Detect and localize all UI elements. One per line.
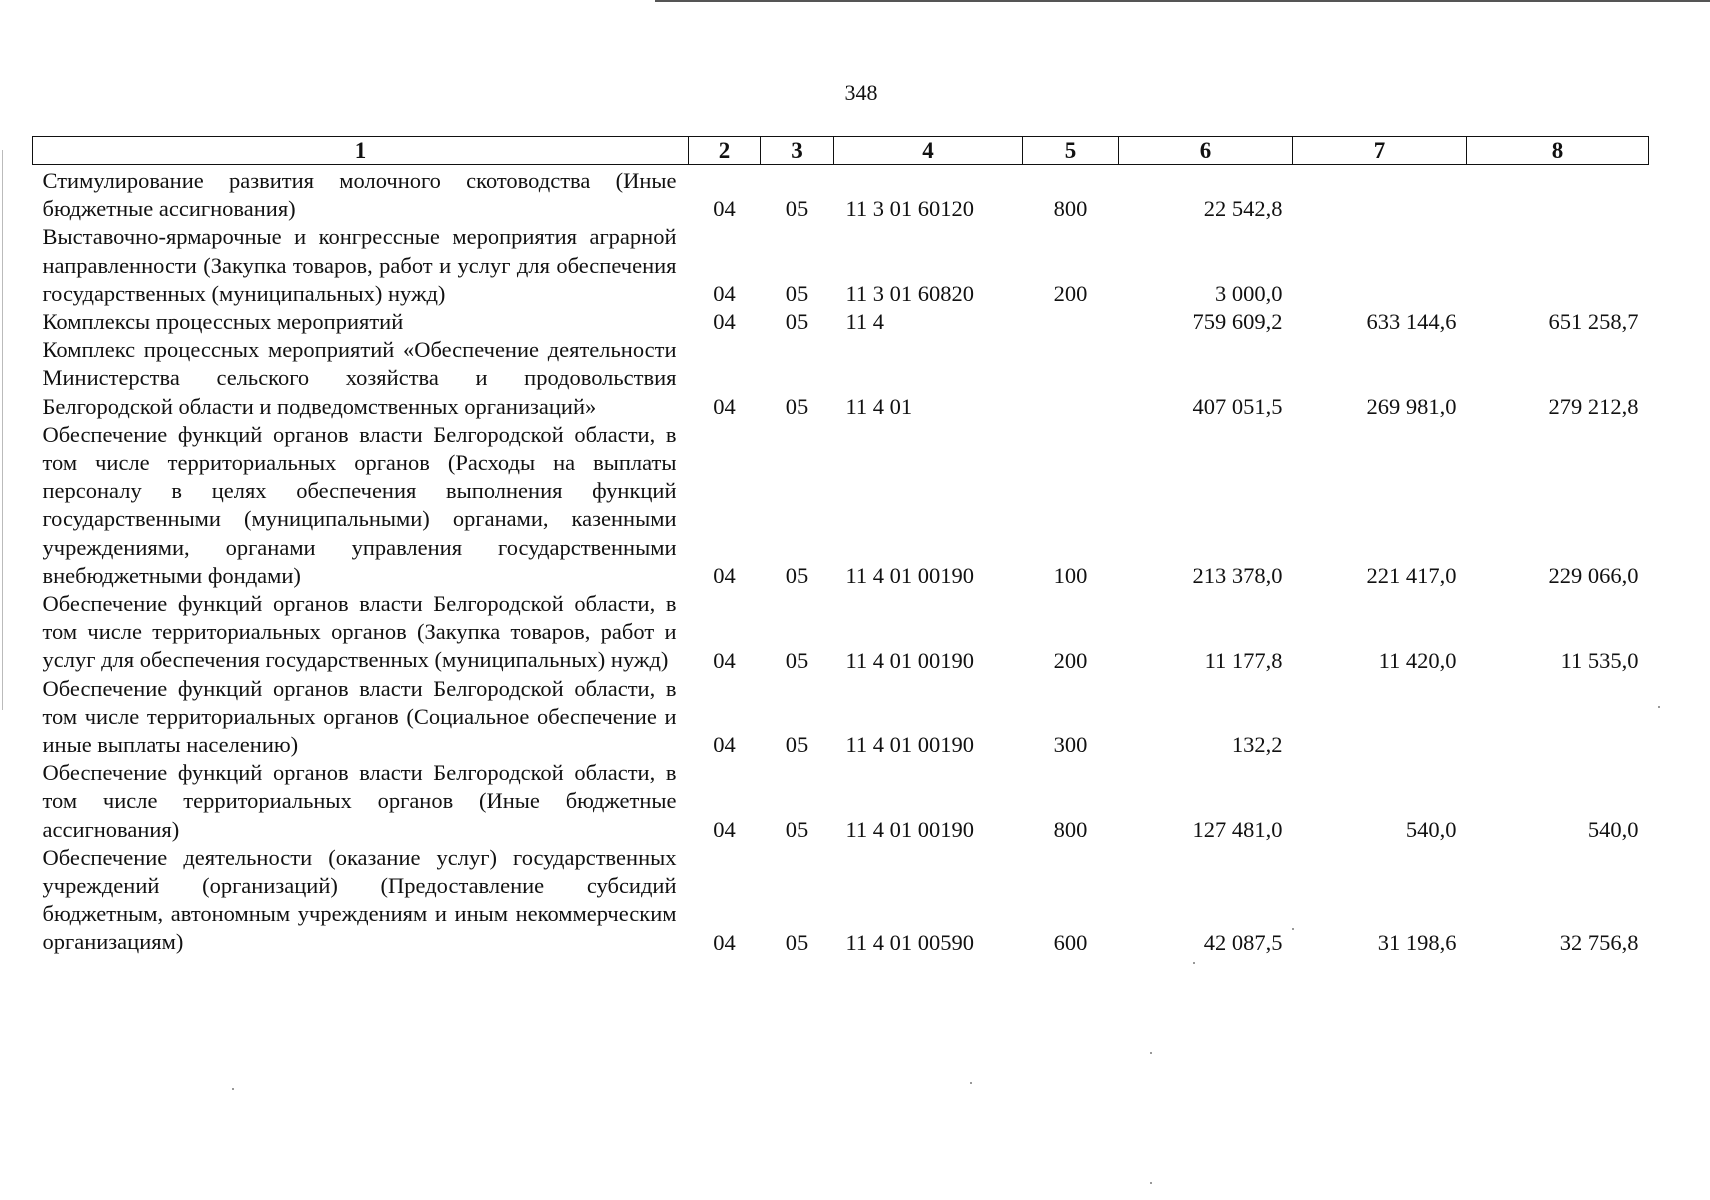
row-amount-3 [1467,165,1649,224]
row-target-article: 11 4 01 00190 [845,563,975,589]
row-name: Комплексы процессных мероприятий [42,309,404,335]
table-row [33,844,1649,957]
scan-speck [232,1088,234,1090]
row-amount-2 [1293,165,1467,224]
table-row [33,590,1649,675]
row-section: 04 [713,563,736,589]
row-amount-2: 221 417,0 [1366,563,1457,589]
row-name: Стимулирование развития молочного скотоводства (Иные бюджетные ассигнования) [42,168,677,222]
row-amount-1: 11 177,8 [1204,647,1283,673]
header-row [33,137,1649,165]
row-section: 04 [713,647,736,673]
row-target-article: 11 4 01 00190 [845,816,975,842]
row-section: 04 [713,732,736,758]
row-amount-1: 22 542,8 [1203,196,1283,222]
table-row [33,223,1649,308]
row-target-article: 11 4 01 [845,393,913,419]
row-expense-type [1023,336,1119,421]
row-expense-type: 800 [1053,816,1088,842]
row-amount-3: 11 535,0 [1560,647,1639,673]
row-amount-2: 11 420,0 [1378,647,1457,673]
scan-edge-mark [2,150,3,710]
top-edge-rule [655,0,1710,2]
row-amount-1: 407 051,5 [1192,393,1283,419]
row-section: 04 [713,309,736,335]
scan-speck [1150,1182,1152,1184]
column-header-6: 6 [1119,137,1293,165]
row-amount-3: 651 258,7 [1548,309,1639,335]
row-section: 04 [713,281,736,307]
row-section: 04 [713,393,736,419]
row-amount-1: 3 000,0 [1215,281,1283,307]
row-target-article: 11 3 01 60120 [845,196,975,222]
row-section: 04 [713,196,736,222]
row-name: Выставочно-ярмарочные и конгрессные мероприятия аграрной направленности (Закупка товаров, работ и услуг для обеспечения государственных (муниципальных) нужд) [42,224,677,306]
row-expense-type: 200 [1053,281,1088,307]
budget-table [32,136,1649,957]
row-amount-2: 540,0 [1405,816,1457,842]
row-amount-2: 269 981,0 [1366,393,1457,419]
row-name: Комплекс процессных мероприятий «Обеспечение деятельности Министерства сельского хозяйства и продовольствия Белгородской области и подведомственных организаций» [42,337,677,419]
row-expense-type: 600 [1053,929,1088,955]
row-subsection: 05 [785,393,809,419]
row-subsection: 05 [785,563,809,589]
scan-speck [970,1082,972,1084]
row-name: Обеспечение функций органов власти Белгородской области, в том числе территориальных органов (Иные бюджетные ассигнования) [42,760,677,842]
table-header [33,137,1649,165]
row-expense-type: 100 [1053,563,1088,589]
scan-speck [1193,962,1195,964]
table-row [33,308,1649,336]
scan-speck [1658,706,1660,708]
row-amount-1: 759 609,2 [1192,309,1283,335]
table-row [33,165,1649,224]
row-subsection: 05 [785,816,809,842]
column-header-4: 4 [834,137,1023,165]
row-amount-3: 540,0 [1587,816,1639,842]
row-expense-type [1023,308,1119,336]
row-target-article: 11 4 01 00190 [845,732,975,758]
column-header-5: 5 [1023,137,1119,165]
row-subsection: 05 [785,196,809,222]
row-amount-3 [1467,223,1649,308]
scan-speck [1292,928,1294,930]
row-amount-1: 132,2 [1231,732,1283,758]
row-target-article: 11 4 01 00190 [845,647,975,673]
row-name: Обеспечение функций органов власти Белгородской области, в том числе территориальных органов (Социальное обеспечение и иные выплаты населению) [42,675,677,758]
row-amount-3: 32 756,8 [1559,929,1639,955]
row-subsection: 05 [785,732,809,758]
page-number: 348 [844,80,878,105]
column-header-2: 2 [689,137,761,165]
row-subsection: 05 [785,281,809,307]
row-subsection: 05 [785,647,809,673]
row-name: Обеспечение деятельности (оказание услуг) государственных учреждений (организаций) (Предоставление субсидий бюджетным, автономным учреждениям и иным некоммерческим организациям) [42,844,677,955]
row-section: 04 [713,816,736,842]
table-row [33,336,1649,421]
row-target-article: 11 4 01 00590 [845,929,975,955]
row-name: Обеспечение функций органов власти Белгородской области, в том числе территориальных органов (Расходы на выплаты персоналу в целях обеспечения выполнения функций государственными (муниципальными) органами, казенными учреждениями, органами управления государственными внебюджетными фондами) [42,421,677,588]
row-amount-2: 31 198,6 [1377,929,1457,955]
row-amount-1: 213 378,0 [1192,563,1283,589]
row-amount-3: 279 212,8 [1548,393,1639,419]
row-amount-2: 633 144,6 [1366,309,1457,335]
column-header-1: 1 [33,137,689,165]
column-header-8: 8 [1467,137,1649,165]
row-expense-type: 800 [1053,196,1088,222]
column-header-3: 3 [761,137,834,165]
scan-speck [1150,1052,1152,1054]
table-row [33,759,1649,844]
row-expense-type: 300 [1053,732,1088,758]
row-section: 04 [713,929,736,955]
row-subsection: 05 [785,309,809,335]
column-header-7: 7 [1293,137,1467,165]
row-amount-1: 127 481,0 [1192,816,1283,842]
row-expense-type: 200 [1053,647,1088,673]
row-amount-3: 229 066,0 [1548,563,1639,589]
table-row [33,675,1649,760]
row-target-article: 11 3 01 60820 [845,281,975,307]
row-target-article: 11 4 [845,309,885,335]
row-amount-1: 42 087,5 [1203,929,1283,955]
row-amount-3 [1467,675,1649,760]
row-subsection: 05 [785,929,809,955]
row-name: Обеспечение функций органов власти Белгородской области, в том числе территориальных органов (Закупка товаров, работ и услуг для обеспечения государственных (муниципальных) нужд) [42,591,677,673]
row-amount-2 [1293,223,1467,308]
table-row [33,421,1649,590]
row-amount-2 [1293,675,1467,760]
table-body [33,165,1649,957]
